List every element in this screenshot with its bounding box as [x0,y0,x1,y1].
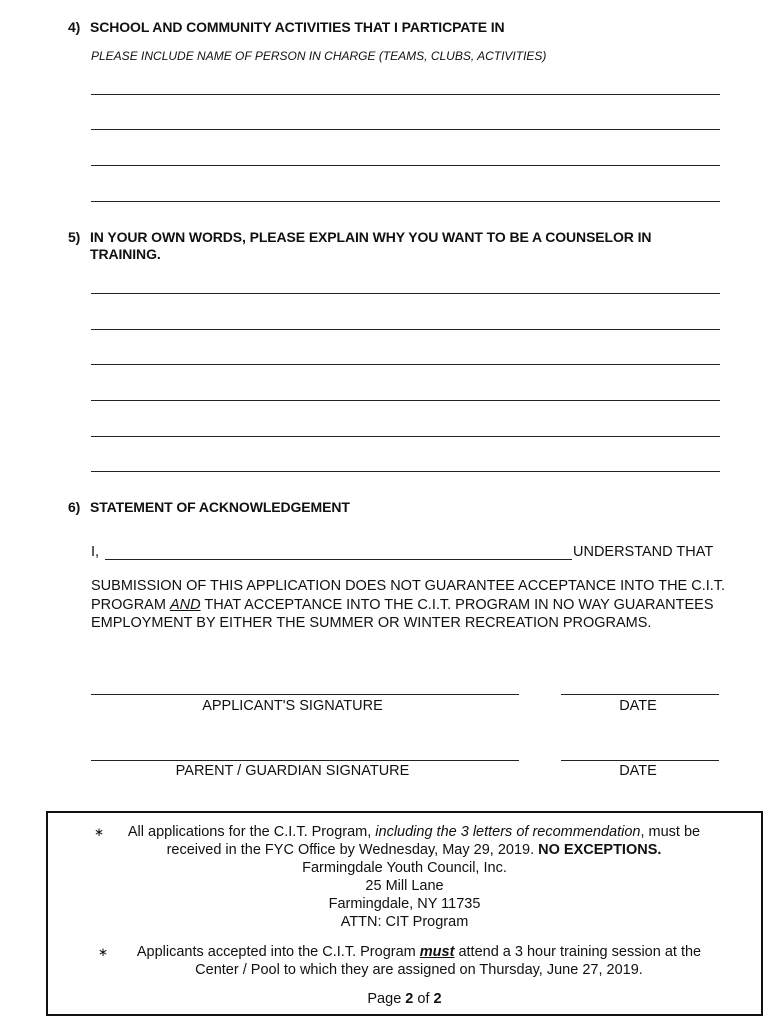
section-4-title: SCHOOL AND COMMUNITY ACTIVITIES THAT I PARTICPATE IN [90,19,505,35]
training-text-b: attend a 3 hour training session at the Center / Pool to which they are assigned on Thursday, June 27, 2019. [195,944,702,978]
applicant-signature-line[interactable] [91,694,519,695]
page-of: of [413,991,434,1007]
notice-box [46,811,763,1016]
training-must: must [419,944,455,960]
org-street: 25 Mill Lane [365,878,444,894]
section-4-note: PLEASE INCLUDE NAME OF PERSON IN CHARGE (TEAMS, CLUBS, ACTIVITIES) [91,49,547,63]
training-text-a: Applicants accepted into the C.I.T. Program [136,944,420,960]
answer-line[interactable] [91,165,720,166]
answer-line[interactable] [91,400,720,401]
notice-deadline [114,823,714,859]
bullet-icon: ∗ [94,825,105,839]
bullet-icon: ∗ [98,945,109,959]
name-line[interactable] [105,559,572,560]
acknowledgement-i: I, [91,544,100,560]
answer-line[interactable] [91,129,720,130]
statement-and: AND [169,596,201,613]
parent-signature-line[interactable] [91,760,519,761]
no-exceptions: NO EXCEPTIONS. [538,842,662,858]
answer-line[interactable] [91,201,720,202]
org-name: Farmingdale Youth Council, Inc. [302,860,507,876]
answer-line[interactable] [91,94,720,95]
acknowledgement-statement [91,577,731,633]
section-5-title: IN YOUR OWN WORDS, PLEASE EXPLAIN WHY YOU WANT TO BE A COUNSELOR IN TRAINING. [90,229,652,262]
answer-line[interactable] [91,471,720,472]
understand-that: UNDERSTAND THAT [573,544,714,560]
deadline-italic: including the 3 letters of recommendation [375,824,641,840]
deadline-text-a: All applications for the C.I.T. Program, [127,824,376,840]
answer-line[interactable] [91,436,720,437]
answer-line[interactable] [91,293,720,294]
org-city: Farmingdale, NY 11735 [328,896,481,912]
section-6-number: 6) [68,499,81,515]
section-6-title: STATEMENT OF ACKNOWLEDGEMENT [90,499,350,515]
date-line-1[interactable] [561,694,719,695]
date-label-1: DATE [619,698,657,714]
section-5-number: 5) [68,229,81,245]
parent-signature-label: PARENT / GUARDIAN SIGNATURE [175,763,410,779]
page-number [48,990,761,1008]
page-total: 2 [433,991,442,1007]
section-4-number: 4) [68,19,81,35]
applicant-signature-label: APPLICANT'S SIGNATURE [202,698,383,714]
org-attn: ATTN: CIT Program [340,914,469,930]
date-line-2[interactable] [561,760,719,761]
page-current: 2 [405,991,414,1007]
answer-line[interactable] [91,329,720,330]
deadline-text-b: , must be received in the FYC Office by Wednesday, May 29, 2019. [166,824,701,858]
answer-line[interactable] [91,364,720,365]
notice-training [114,943,724,979]
date-label-2: DATE [619,763,657,779]
page-label: Page [367,991,406,1007]
statement-part-1: SUBMISSION OF THIS APPLICATION DOES NOT GUARANTEE ACCEPTANCE INTO THE C.I.T. PROGRAM [91,578,726,613]
statement-part-2: THAT ACCEPTANCE INTO THE C.I.T. PROGRAM IN NO WAY GUARANTEES EMPLOYMENT BY EITHER THE SUMMER OR WINTER RECREATION PROGRAMS. [91,596,714,631]
